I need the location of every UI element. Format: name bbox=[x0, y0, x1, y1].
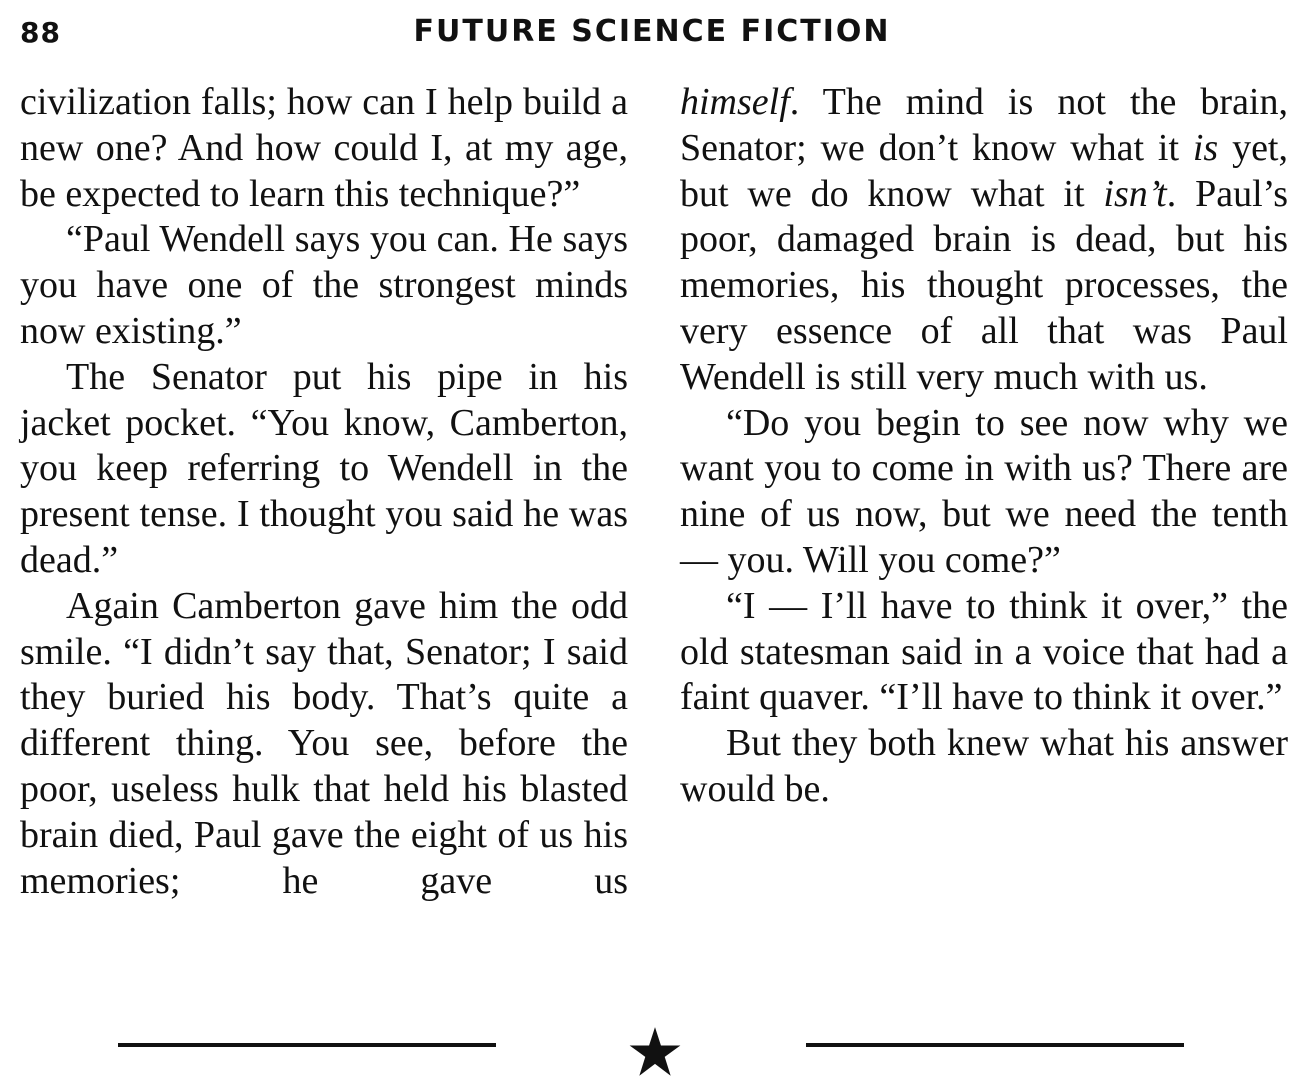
divider-rule-right bbox=[806, 1043, 1184, 1047]
right-column bbox=[680, 80, 1288, 813]
text-span: yet, but we do know what it bbox=[680, 126, 1288, 215]
paragraph: But they both knew what his answer would be. bbox=[680, 722, 1288, 810]
paragraph: civilization falls; how can I help build a new one? And how could I, at my age, be expected to learn this technique?” bbox=[20, 81, 628, 215]
emphasis: himself bbox=[680, 81, 790, 123]
text-span: . The mind is not the brain, Senator; we don’t know what it bbox=[680, 81, 1288, 169]
running-title: FUTURE SCIENCE FICTION bbox=[413, 14, 891, 49]
text-span: . Paul’s poor, damaged brain is dead, but his memories, his thought processes, the very essence of all that was Paul Wendell is still very much with us. bbox=[680, 172, 1289, 398]
emphasis: isn’t bbox=[1103, 172, 1167, 215]
divider-rule-left bbox=[118, 1043, 496, 1047]
paragraph: “I — I’ll have to think it over,” the old statesman said in a voice that had a faint quaver. “I’ll have to think it over.” bbox=[680, 584, 1288, 719]
paragraph: Again Camberton gave him the odd smile. “I didn’t say that, Senator; I said they buried his body. That’s quite a different thing. You see, before the poor, useless hulk that held his blasted brain died, Paul gave the eight of us his memories; he gave us bbox=[20, 584, 628, 902]
paragraph bbox=[680, 80, 1288, 401]
page-number: 88 bbox=[20, 16, 61, 49]
paragraph: “Paul Wendell says you can. He says you have one of the strongest minds now existing.” bbox=[20, 218, 628, 352]
paragraph: “Do you begin to see now why we want you to come in with us? There are nine of us now, but we need the tenth — you. Will you come?” bbox=[680, 401, 1288, 581]
paragraph: The Senator put his pipe in his jacket pocket. “You know, Camberton, you keep referring to Wendell in the present tense. I thought you said he was dead.” bbox=[20, 355, 628, 581]
star-icon bbox=[628, 1025, 682, 1079]
left-column bbox=[20, 80, 628, 904]
emphasis: is bbox=[1192, 126, 1219, 169]
